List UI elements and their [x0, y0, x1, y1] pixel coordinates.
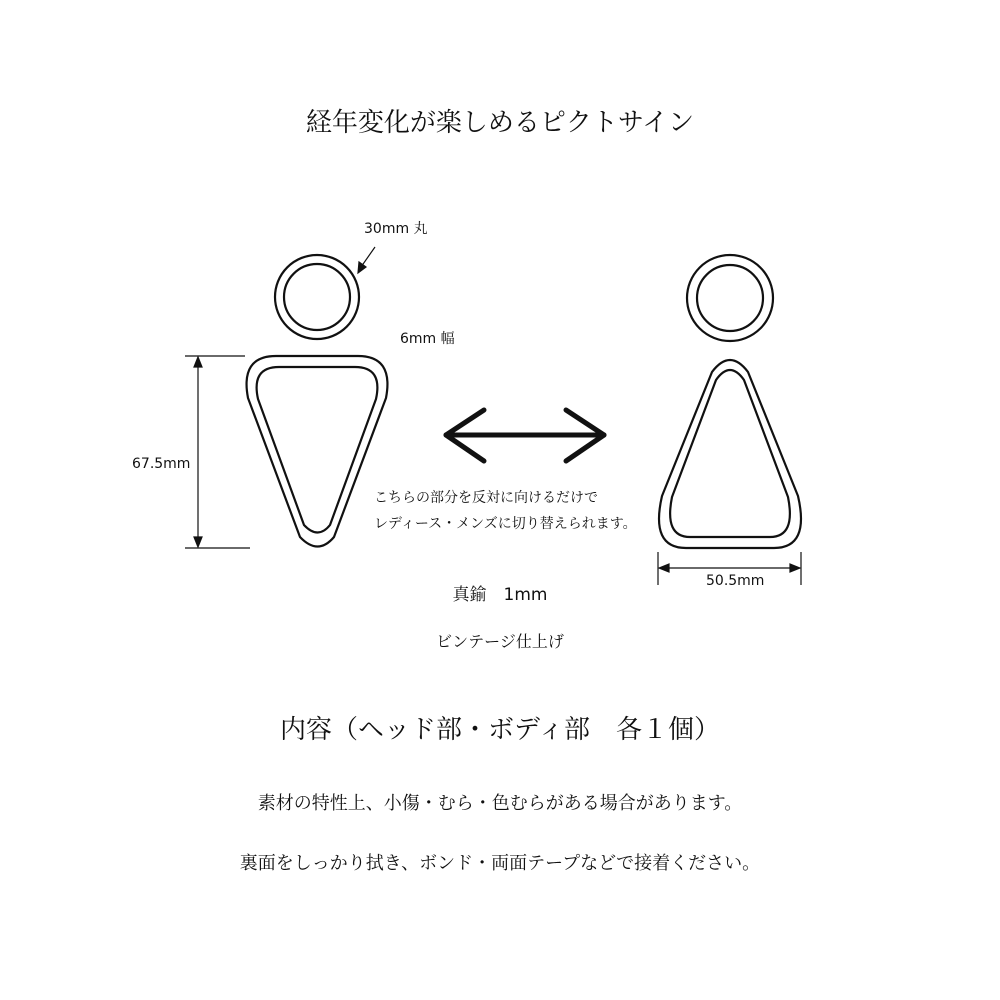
height-label: 67.5mm — [132, 456, 191, 472]
stroke-width-label: 6mm 幅 — [400, 331, 455, 347]
switch-note-line-1: こちらの部分を反対に向けるだけで — [374, 490, 598, 506]
height-dimension-line — [185, 356, 250, 548]
circle-callout-arrow — [358, 247, 375, 273]
finish-label: ビンテージ仕上げ — [436, 632, 564, 651]
circle-size-label: 30mm 丸 — [364, 221, 428, 237]
contents-heading: 内容（ヘッド部・ボディ部 各１個） — [280, 715, 720, 745]
ladies-head-ring — [687, 255, 773, 341]
material-label: 真鍮 1mm — [452, 585, 548, 605]
switch-double-arrow — [446, 410, 604, 461]
mens-body-triangle — [247, 356, 388, 547]
ladies-body-triangle — [659, 360, 801, 548]
page-title: 経年変化が楽しめるピクトサイン — [305, 108, 695, 138]
bottom-width-label: 50.5mm — [706, 573, 765, 589]
mens-head-ring — [275, 255, 359, 339]
caution-line-1: 素材の特性上、小傷・むら・色むらがある場合があります。 — [257, 793, 743, 814]
caution-line-2: 裏面をしっかり拭き、ボンド・両面テープなどで接着ください。 — [239, 853, 761, 874]
switch-note-line-2: レディース・メンズに切り替えられます。 — [374, 516, 637, 532]
